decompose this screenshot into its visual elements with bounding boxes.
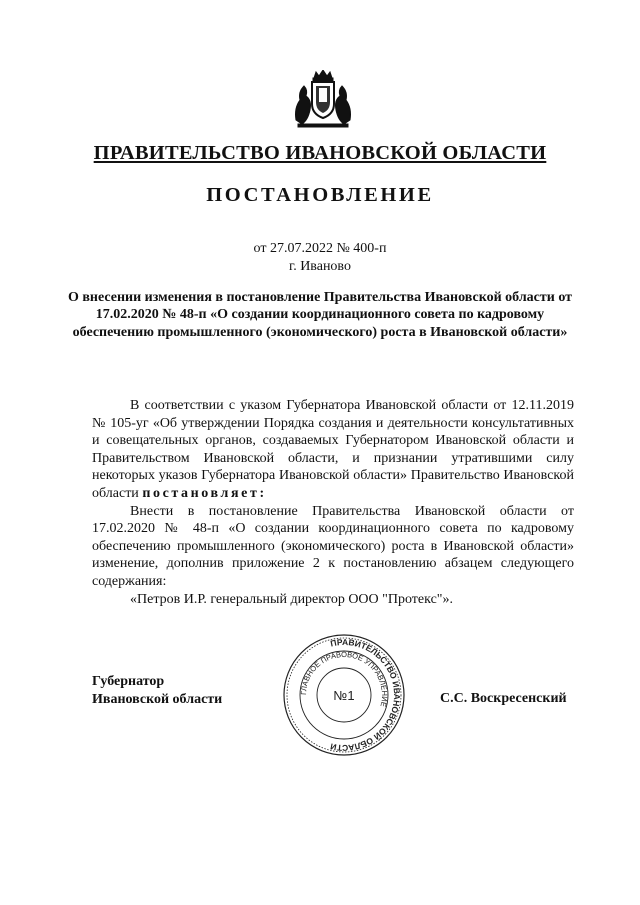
paragraph-2: Внести в постановление Правительства Ивановской области от 17.02.2020 № 48-п «О создании координационного совета по кадровому обеспечению промышленного (экономического) роста в Ивановской области» изменение, дополнив приложение 2 к постановлению абзацем следующего содержания: bbox=[92, 503, 574, 589]
signer-position: Губернатор Ивановской области bbox=[92, 674, 223, 707]
official-seal bbox=[282, 633, 406, 757]
seal-outer-text: ПРАВИТЕЛЬСТВО ИВАНОВСКОЙ ОБЛАСТИ bbox=[329, 636, 403, 754]
organization-heading: ПРАВИТЕЛЬСТВО ИВАНОВСКОЙ ОБЛАСТИ bbox=[93, 142, 547, 164]
paragraph-3: «Петров И.Р. генеральный директор ООО "Протекс"». bbox=[130, 591, 454, 607]
document-title: О внесении изменения в постановление Правительства Ивановской области от 17.02.2020 № 48-п «О создании координационного совета по кадровому обеспечению промышленного (экономического) роста в Ивановской области» bbox=[67, 290, 573, 340]
document-body bbox=[92, 397, 574, 608]
seal-inner-text: ГЛАВНОЕ ПРАВОВОЕ УПРАВЛЕНИЕ bbox=[298, 649, 390, 708]
coat-of-arms-icon bbox=[292, 70, 354, 128]
signer-name: С.С. Воскресенский bbox=[440, 691, 567, 706]
paragraph-1: В соответствии с указом Губернатора Ивановской области от 12.11.2019 № 105-уг «Об утверждении Порядка создания и деятельности консультативных и совещательных органов, создаваемых Губернатором Ивановской области и Правительством Ивановской области, и признании утратившими силу некоторых указов Губернатора Ивановской области» Правительство Ивановской области постановляет: bbox=[92, 398, 574, 501]
date-number: от 27.07.2022 № 400-п bbox=[253, 241, 387, 256]
document-type-heading: ПОСТАНОВЛЕНИЕ bbox=[206, 184, 434, 206]
resolves-word: постановляет bbox=[142, 485, 260, 501]
seal-number: №1 bbox=[333, 688, 355, 703]
document-meta bbox=[0, 240, 640, 276]
city: г. Иваново bbox=[289, 259, 351, 274]
